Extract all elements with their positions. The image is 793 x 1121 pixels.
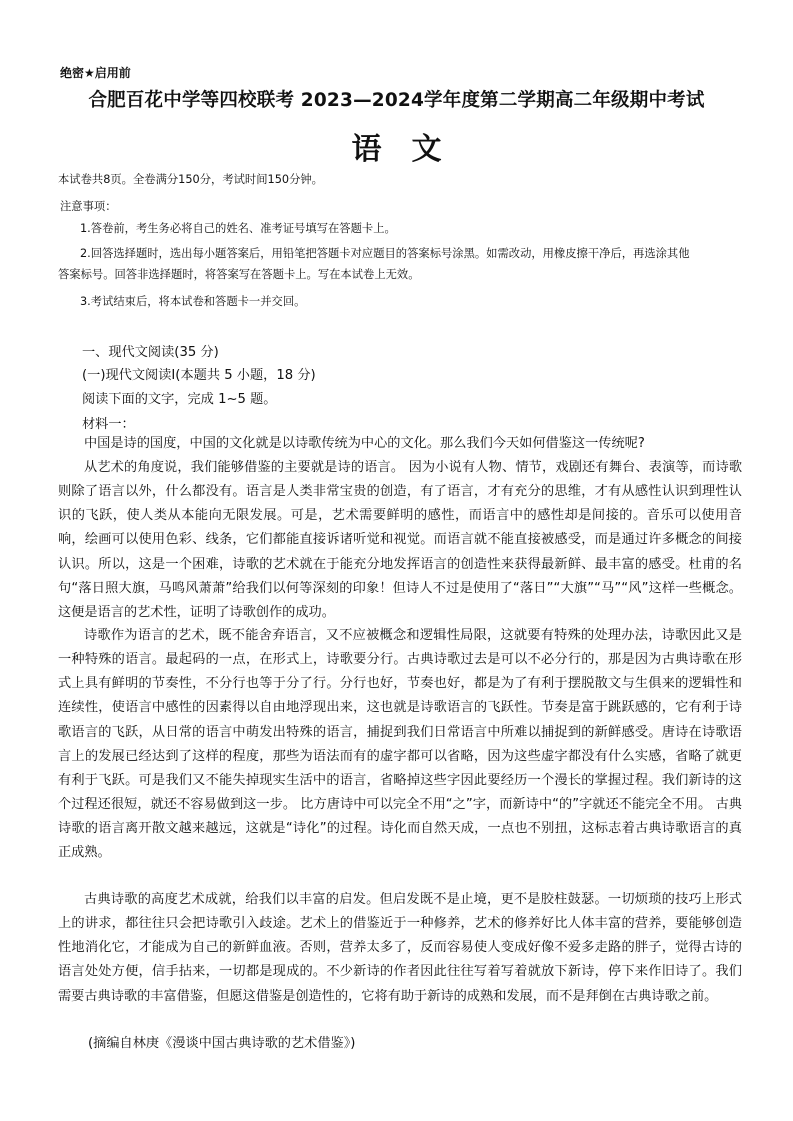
paragraph-2: 从艺术的角度说，我们能够借鉴的主要就是诗的语言。 因为小说有人物、情节，戏剧还有舞台、表演等，而诗歌则除了语言以外，什么都没有。语言是人类非常宝贵的创造，有了语言，才有充分的思维，才有从感性认识到理性认识的飞跃，使人类从本能向无限发展。可是，艺术需要鲜明的感性，而语言中的感性却是间接的。音乐可以使用音响，绘画可以使用色彩、线条，它们都能直接诉诸听觉和视觉。而语言就不能直接被感受，而是通过许多概念的间接认识。所以，这是一个困难，诗歌的艺术就在于能充分地发挥语言的创造性来获得最新鲜、最丰富的感受。杜甫的名句“落日照大旗，马鸣风萧萧”给我们以何等深刻的印象！但诗人不过是使用了“落日”“大旗”“马”“风”这样一些概念。这便是语言的艺术性，证明了诗歌创作的成功。 [58, 460, 742, 620]
notice-item-2-text: 2.回答选择题时，选出每小题答案后，用铅笔把答题卡对应题目的答案标号涂黑。如需改动，用橡皮擦干净后，再选涂其他 [80, 247, 690, 260]
reading-instruction: 阅读下面的文字，完成 1~5 题。 [82, 392, 277, 407]
notice-item-1 [58, 221, 742, 237]
confidential-label: 绝密★启用前 [60, 66, 131, 80]
paragraph-1: 中国是诗的国度，中国的文化就是以诗歌传统为中心的文化。那么我们今天如何借鉴这一传统呢? [84, 436, 645, 451]
subsection-heading: (一)现代文阅读Ⅰ(本题共 5 小题，18 分) [82, 368, 316, 383]
notice-item-3 [58, 294, 742, 310]
notice-item-3-text: 3.考试结束后，将本试卷和答题卡一并交回。 [80, 295, 306, 308]
material-label: 材料一： [82, 417, 135, 432]
subject-title: 语文 [351, 132, 472, 167]
exam-info: 本试卷共8页。全卷满分150分，考试时间150分钟。 [58, 173, 323, 186]
notice-item-2 [58, 246, 742, 283]
paragraph-4: 古典诗歌的高度艺术成就，给我们以丰富的启发。但启发既不是止境，更不是胶柱鼓瑟。一切烦琐的技巧上形式上的讲求，都往往只会把诗歌引入歧途。艺术上的借鉴近于一种修养，艺术的修养好比人体丰富的营养，要能够创造性地消化它，才能成为自己的新鲜血液。否则，营养太多了，反而容易使人变成好像不爱多走路的胖子，觉得古诗的语言处处方便，信手拈来，一切都是现成的。不少新诗的作者因此往往写着写着就放下新诗，停下来作旧诗了。我们需要古典诗歌的丰富借鉴，但愿这借鉴是创造性的，它将有助于新诗的成熟和发展，而不是拜倒在古典诗歌之前。 [58, 892, 742, 1004]
section-heading: 一、现代文阅读(35 分) [82, 345, 219, 360]
exam-title: 合肥百花中学等四校联考 2023—2024学年度第二学期高二年级期中考试 [88, 90, 705, 111]
notice-item-1-text: 1.答卷前，考生务必将自己的姓名、准考证号填写在答题卡上。 [80, 222, 396, 235]
paragraph-3: 诗歌作为语言的艺术，既不能舍弃语言，又不应被概念和逻辑性局限，这就要有特殊的处理办法，诗歌因此又是一种特殊的语言。最起码的一点，在形式上，诗歌要分行。古典诗歌过去是可以不必分行的，那是因为古典诗歌在形式上具有鲜明的节奏性，不分行也等于分了行。分行也好，节奏也好，都是为了有利于摆脱散文与生俱来的逻辑性和连续性，使语言中感性的因素得以自由地浮现出来，这也就是诗歌语言的飞跃性。节奏是富于跳跃感的，它有利于诗歌语言的飞跃，从日常的语言中萌发出特殊的语言，捕捉到我们日常语言中所难以捕捉到的新鲜感受。唐诗在诗歌语言上的发展已经达到了这样的程度，那些为语法而有的虚字都可以省略，因为这些虚字都没有什么实感，省略了就更有利于飞跃。可是我们又不能失掉现实生活中的语言，省略掉这些字因此要经历一个漫长的掌握过程。我们新诗的这个过程还很短，就还不容易做到这一步。 比方唐诗中可以完全不用“之”字，而新诗中“的”字就还不能完全不用。 古典诗歌的语言离开散文越来越远，这就是“诗化”的过程。诗化而自然天成，一点也不别扭，这标志着古典诗歌语言的真正成熟。 [58, 628, 742, 861]
notice-item-2-continuation: 答案标号。回答非选择题时，将答案写在答题卡上。写在本试卷上无效。 [58, 268, 420, 281]
source-citation: (摘编自林庚《漫谈中国古典诗歌的艺术借鉴》) [88, 1036, 356, 1051]
notice-heading: 注意事项： [60, 200, 117, 213]
